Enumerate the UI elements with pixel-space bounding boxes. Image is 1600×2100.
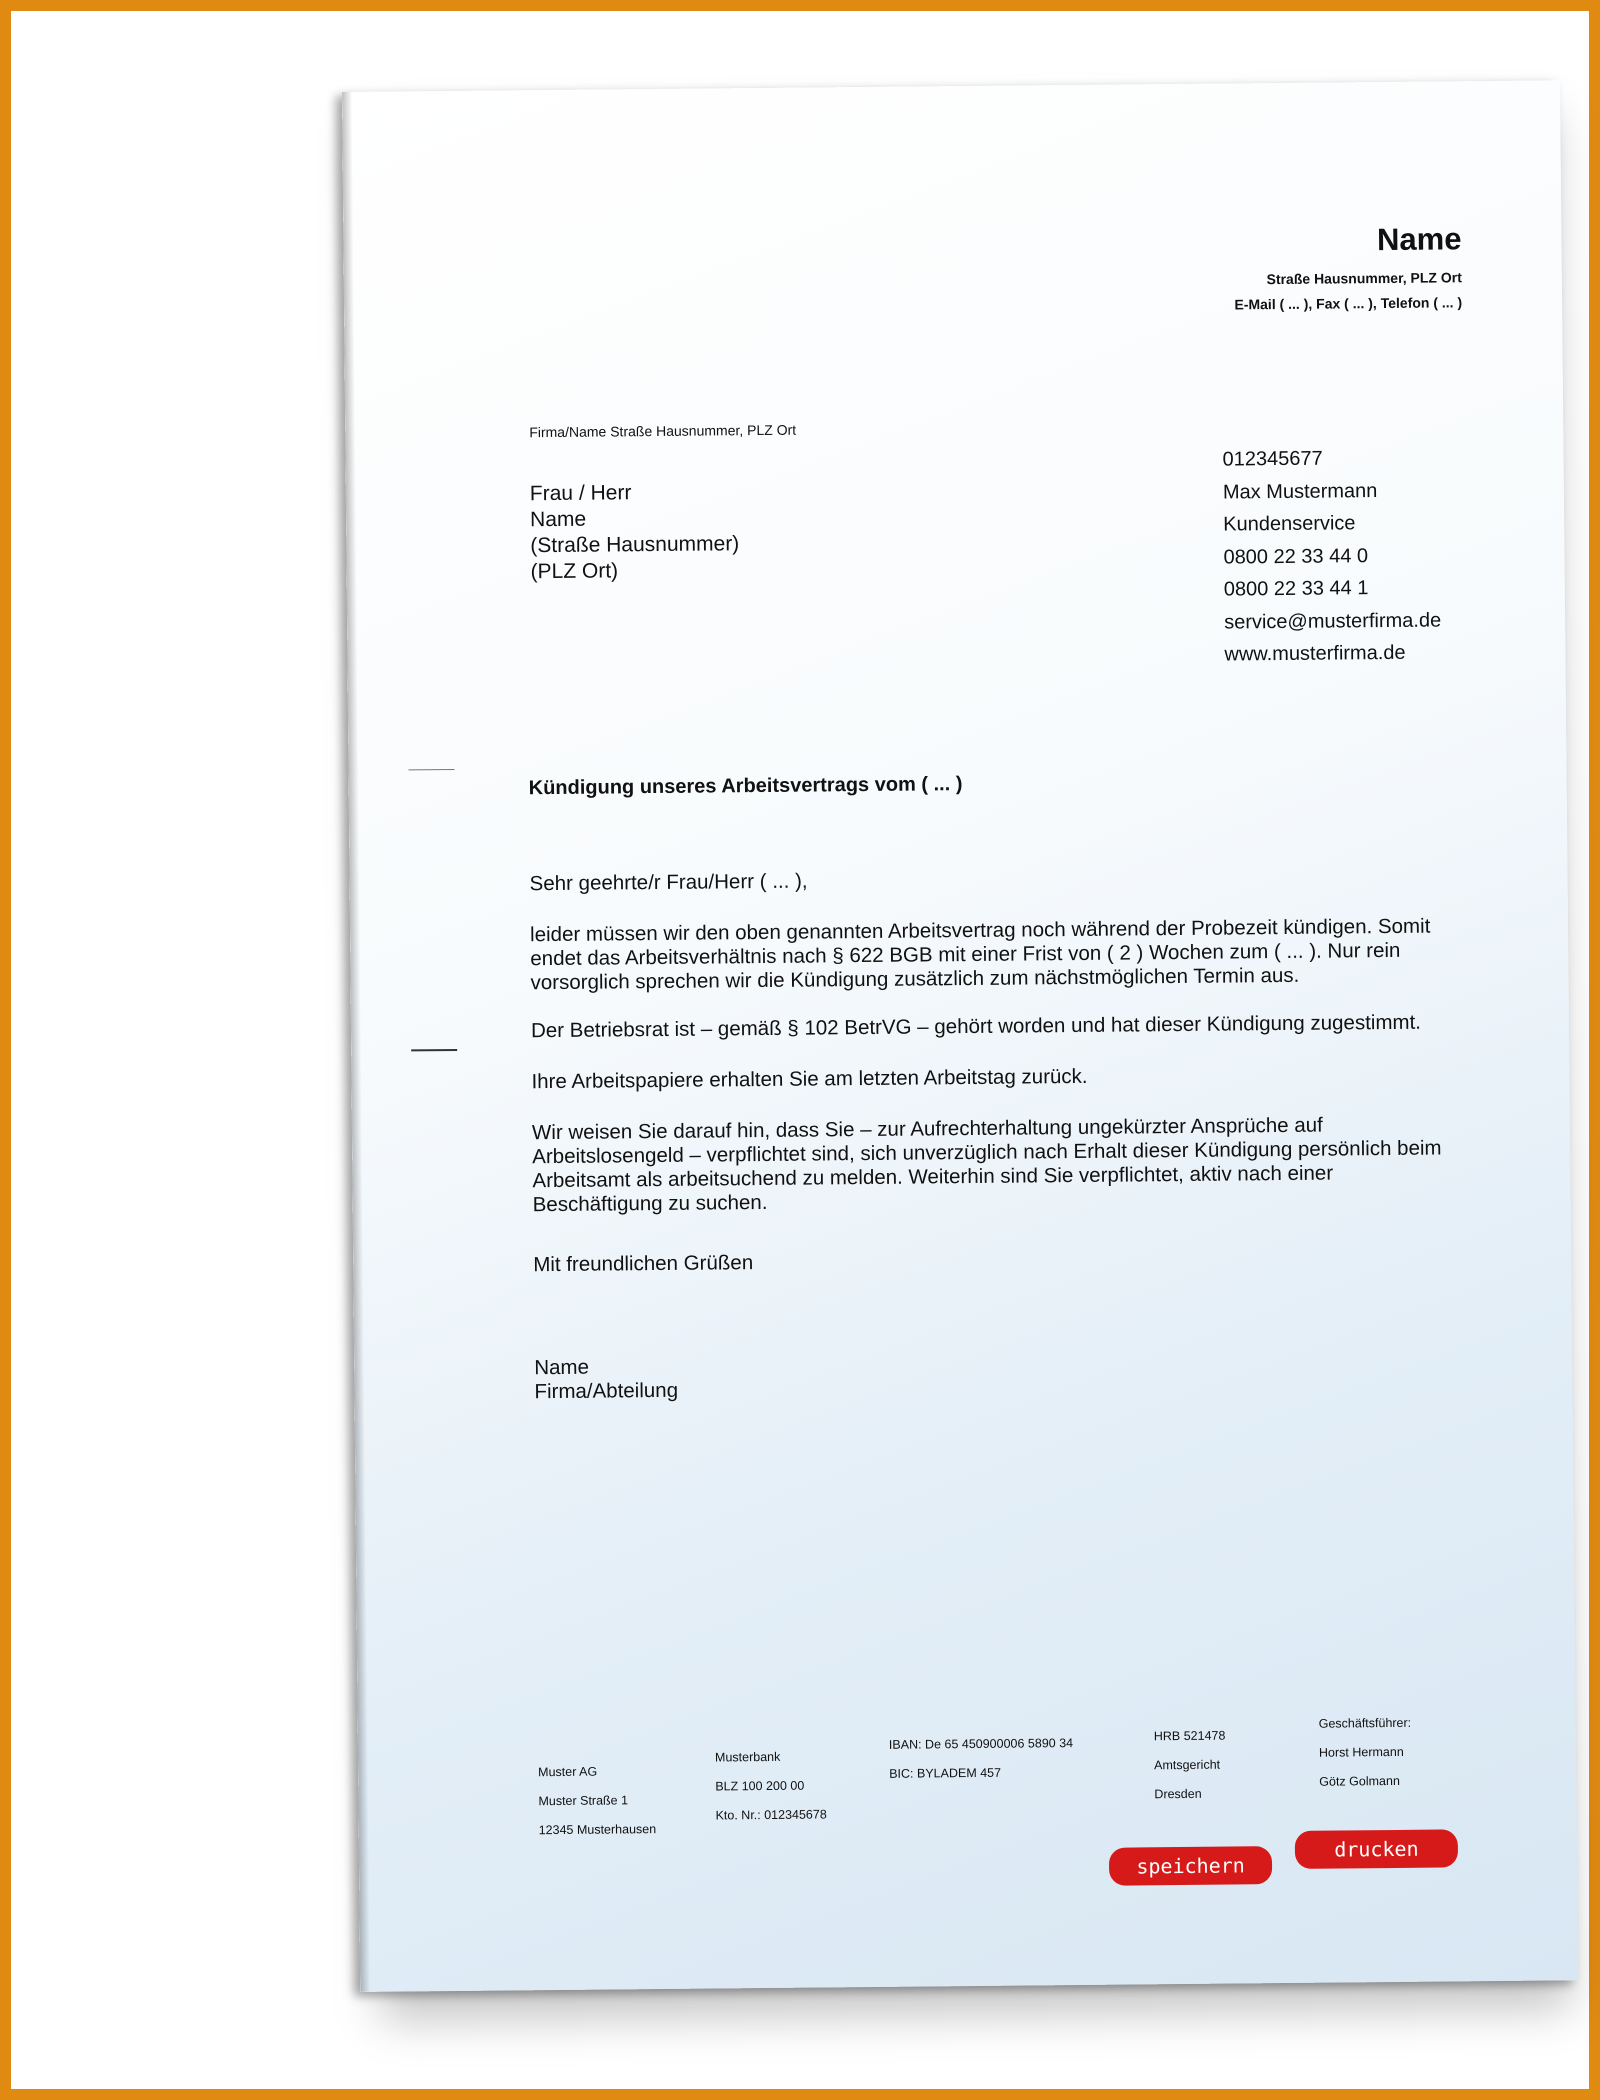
- email-address: service@musterfirma.de: [1224, 608, 1442, 634]
- punch-mark: [411, 1049, 457, 1051]
- fax-number: 0800 22 33 44 1: [1223, 577, 1369, 601]
- contact-person: Max Mustermann: [1222, 479, 1378, 504]
- footer-company: [538, 1757, 656, 1845]
- footer-iban: [889, 1729, 1074, 1789]
- sender-name: Name: [1376, 221, 1462, 258]
- print-button[interactable]: drucken: [1295, 1829, 1458, 1869]
- body-paragraph: Der Betriebsrat ist – gemäß § 102 BetrVG – gehört worden und hat dieser Kündigung zugestimmt.: [530, 1010, 1422, 1043]
- footer-line: Musterbank: [714, 1749, 781, 1765]
- footer-register: [1154, 1722, 1226, 1810]
- footer-line: BIC: BYLADEM 457: [889, 1765, 1002, 1781]
- footer-line: Götz Golmann: [1319, 1773, 1400, 1789]
- save-button[interactable]: speichern: [1109, 1846, 1272, 1886]
- body-paragraph: Wir weisen Sie darauf hin, dass Sie – zur Aufrechterhaltung ungekürzter Ansprüche auf Arbeitslosengeld – verpflichtet sind, sich unverzüglich nach Erhalt dieser Kündigung persönlich beim Arbeitsamt als arbeitsuchend zu melden. Weiterhin sind Sie verpflichtet, aktiv nach einer Beschäftigung zu suchen.: [531, 1113, 1442, 1217]
- recipient-address: [530, 479, 740, 585]
- footer-line: Dresden: [1154, 1786, 1202, 1802]
- footer-line: 12345 Musterhausen: [538, 1822, 657, 1838]
- signature-department: Firma/Abteilung: [534, 1378, 679, 1404]
- signature-name: Name: [534, 1355, 590, 1380]
- letter-subject: Kündigung unseres Arbeitsvertrags vom ( ... ): [528, 773, 963, 800]
- department: Kundenservice: [1223, 512, 1356, 536]
- footer-line: Muster Straße 1: [538, 1793, 629, 1809]
- footer-line: Kto. Nr.: 012345678: [715, 1807, 827, 1823]
- letter-page: [342, 80, 1578, 1992]
- fold-mark: [409, 769, 455, 770]
- footer-management: [1319, 1709, 1412, 1797]
- sender-contact: E-Mail ( ... ), Fax ( ... ), Telefon ( ... ): [1234, 294, 1463, 313]
- signature-block: [534, 1355, 678, 1404]
- phone-number: 0800 22 33 44 0: [1223, 544, 1369, 569]
- footer-bank: [715, 1742, 827, 1830]
- footer-line: Geschäftsführer:: [1318, 1715, 1412, 1731]
- recipient-line: (Straße Hausnummer): [530, 532, 740, 558]
- salutation: Sehr geehrte/r Frau/Herr ( ... ),: [529, 869, 808, 896]
- body-paragraph: Ihre Arbeitspapiere erhalten Sie am letzten Arbeitstag zurück.: [531, 1064, 1088, 1094]
- footer-line: BLZ 100 200 00: [715, 1778, 805, 1794]
- closing: Mit freundlichen Grüßen: [533, 1251, 754, 1277]
- footer-line: Horst Hermann: [1318, 1744, 1404, 1760]
- recipient-line: Frau / Herr: [529, 481, 632, 506]
- return-address: Firma/Name Straße Hausnummer, PLZ Ort: [529, 421, 797, 441]
- reference-number: 012345677: [1222, 447, 1323, 471]
- recipient-line: Name: [530, 507, 587, 532]
- footer-line: IBAN: De 65 450900006 5890 34: [888, 1736, 1074, 1752]
- body-paragraph: leider müssen wir den oben genannten Arbeitsvertrag noch während der Probezeit kündigen. Somit endet das Arbeitsverhältnis nach § 622 BGB mit einer Frist von ( 2 ) Wochen zum ( ... ). Nur rein vorsorglich sprechen wir die Kündigung zusätzlich zum nächstmöglichen Termin aus.: [529, 914, 1431, 995]
- footer-line: Muster AG: [538, 1764, 598, 1780]
- footer-line: HRB 521478: [1153, 1728, 1226, 1744]
- contact-block: [1222, 441, 1441, 671]
- website: www.musterfirma.de: [1224, 641, 1406, 666]
- recipient-line: (PLZ Ort): [530, 559, 619, 584]
- footer-line: Amtsgericht: [1154, 1757, 1221, 1773]
- sender-address: Straße Hausnummer, PLZ Ort: [1266, 269, 1462, 288]
